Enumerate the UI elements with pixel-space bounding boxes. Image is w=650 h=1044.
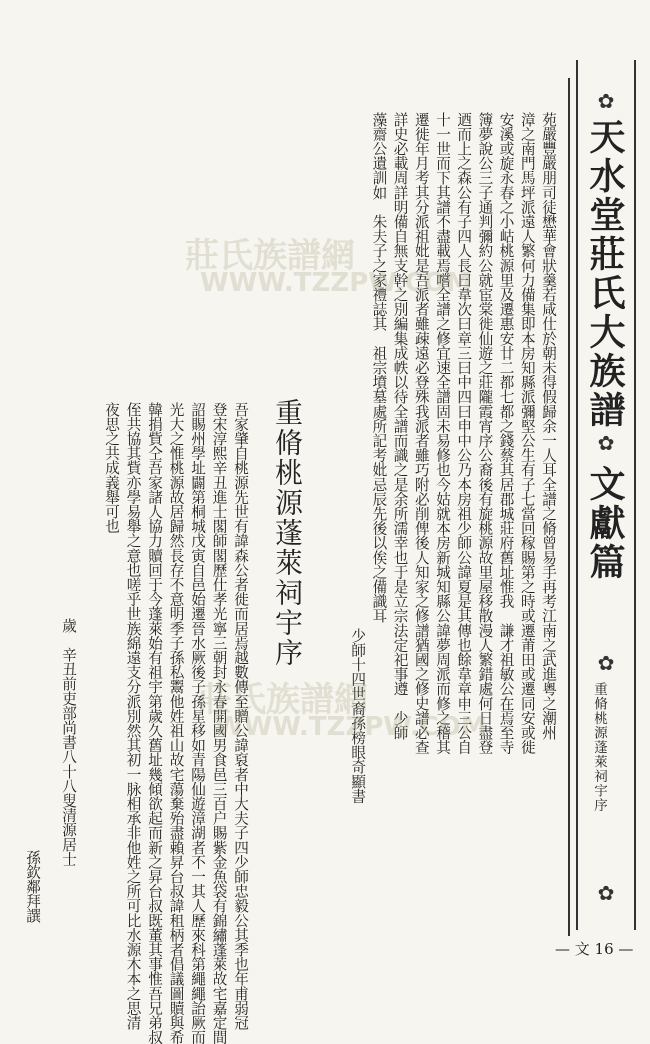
text-column: 苑嚴豐嚴朋司徒懋華會狀羹若咸仕於朝未得假歸余一人耳全譜之脩曾易手再考江南之武進粵之潮州	[540, 112, 557, 740]
text-column: 漳之南門馬坪派遠人繁何力備集即本房知縣派彌堅公生有子七當回稼賜第之時或遷莆田或遷同安或徙	[518, 112, 536, 755]
watermark-url: WWW.TZZPW.COM	[215, 712, 487, 742]
text-column: 詳史必載周詳明備自無支幹之別編集成帙以待全譜而識之是余所濡幸也于是立宗法定祀事遵 少師	[391, 112, 409, 740]
signature-line: 歲 辛丑前吏部尚書八十八叟清源居士	[60, 618, 77, 867]
section-title: 文獻篇	[584, 465, 626, 582]
text-column: 簿夢說公三子通判彌約公就宦棠徙仙遊之莊隴霞宵序公裔後有旋桃源故里屋移散漫人繁錯處何日盡登	[476, 112, 494, 755]
plum-blossom-icon: ✿	[597, 651, 615, 675]
text-column: 韓捐貲仝吾家諸人協力贖回于今蓬萊始有祖宇第歲久舊址幾傾欲起而新之昇台叔既董其事惟吾兄弟叔	[146, 402, 163, 1044]
book-title: 天水堂莊氏大族譜	[584, 118, 626, 430]
watermark-url: WWW.TZZPW.COM	[200, 268, 472, 298]
colophon-line: 少師十四世裔孫榜眼奇顯書	[349, 628, 367, 804]
text-column: 詔賜州學址闢第桐城戊寅自邑始遷晉水厥後子孫星移如青陽仙遊漳湖者不一其人歷來科第繩繩詒厥而	[189, 402, 206, 1044]
text-column: 夜思之共成義舉可也	[103, 402, 120, 534]
plum-blossom-icon: ✿	[597, 881, 615, 905]
text-column: 安溪或旋永春之小岵桃源里及遷惠安廿二都七都之錢蔡其居郡城莊府舊址惟我 謙才祖敏公在焉至寺	[497, 112, 515, 755]
page-number: — 文 16 —	[555, 940, 634, 958]
signature: 孫欽鄰拜譔	[24, 850, 41, 923]
frame-divider	[568, 78, 570, 936]
text-column: 遷徙年月考其分派祖妣是吾派者雖疎遠必登殊我派者雖巧附必削俾後人知家之修譜猶國之修史譜必查	[412, 112, 430, 755]
text-column: 藻齋公遺訓如 朱夫子之家禮誌其 祖宗墳墓處所記考妣忌辰先後以俟之備識耳	[370, 112, 388, 623]
plum-blossom-icon: ✿	[597, 89, 615, 113]
text-column: 吾家肇自桃源先世有諱森公者徙而居焉越數傳至贈公諱裒者中大夫子四少師忠毅公其季也年甫弱冠	[232, 402, 249, 1030]
text-column: 迺而上之森公有子四人長曰韋次曰章三曰中四曰申中公乃本房祖少師公諱夏是其傳也餘韋章申三公自	[455, 112, 473, 755]
preface-title: 重脩桃源蓬萊祠宇序	[271, 398, 304, 668]
text-column: 光大之惟桃源故居歸然長存不意明季子孫私鬻他姓祖山故宅蕩棄殆盡賴昇台叔諱租柄者倡議圖贖與希	[167, 402, 185, 1044]
text-column: 侄共協其貲亦學易舉之意也嗟乎世族綿遠支分派別然其初一脉相承非他姓之所可比水源木本之思清	[124, 402, 142, 1030]
text-column: 十一世而下其譜不盡載焉嚐全譜之修宜速全譜固未易修也今姑就本房新城知縣公諱夢周派而修之稽其	[434, 112, 451, 755]
watermark-text: 莊氏族譜網	[185, 236, 355, 276]
side-subtitle: 重脩桃源蓬萊祠宇序	[591, 682, 607, 813]
text-column: 登宋淳熙辛丑進士閣師閣歷仕孝光寧三朝封永春開國男食邑三百户賜紫金魚袋有錦繡蓬萊故宅嘉定間	[210, 402, 228, 1044]
plum-blossom-icon: ✿	[597, 431, 615, 455]
watermark-text: 莊氏族譜網	[198, 680, 368, 720]
